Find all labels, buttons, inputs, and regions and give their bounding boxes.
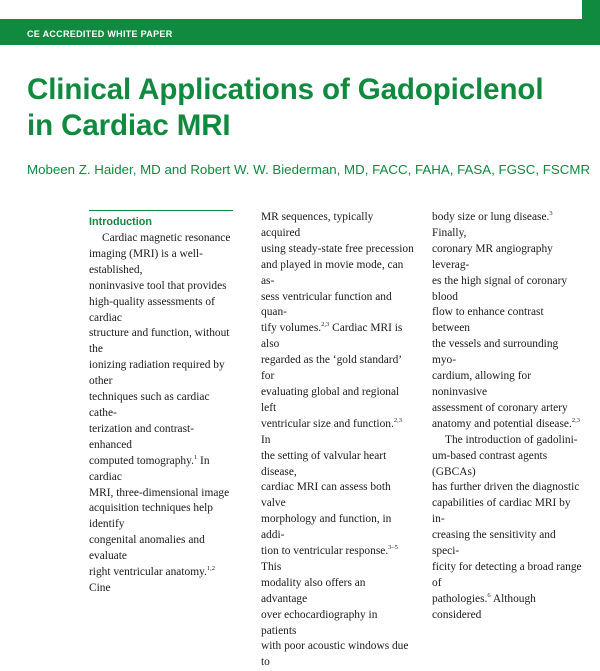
text-line: assessment of coronary artery — [432, 401, 568, 414]
text-line: high-quality assessments of cardiac — [89, 295, 215, 324]
citation-ref: 2,3 — [321, 321, 330, 329]
title-line-1: Clinical Applications of Gadopiclenol — [27, 73, 544, 106]
citation-ref: 3 — [549, 210, 553, 218]
text-line: Cardiac magnetic resonance — [102, 232, 231, 244]
text-fragment: Although considered — [432, 592, 536, 621]
text-line: sess ventricular function and quan- — [261, 290, 392, 319]
page-title — [27, 72, 587, 144]
title-line-2: in Cardiac MRI — [27, 109, 231, 142]
text-line: capabilities of cardiac MRI by in- — [432, 497, 571, 526]
paragraph — [89, 231, 233, 597]
text-line: es the high signal of coronary blood — [432, 274, 568, 303]
text-line: um-based contrast agents (GBCAs) — [432, 449, 548, 478]
text-line: with poor acoustic windows due to — [261, 640, 409, 669]
text-line: computed tomography. — [89, 454, 194, 467]
text-line: congenital anomalies and evaluate — [89, 534, 205, 563]
text-line: evaluating global and regional left — [261, 385, 400, 414]
section-heading: Introduction — [89, 216, 152, 228]
text-line: over echocardiography in patients — [261, 608, 378, 637]
text-line: MR sequences, typically acquired — [261, 211, 374, 239]
text-line: terization and contrast-enhanced — [89, 422, 195, 451]
text-line: pathologies. — [432, 592, 488, 605]
text-line: ficity for detecting a broad range of — [432, 560, 582, 589]
text-line: right ventricular anatomy. — [89, 566, 207, 579]
text-line: tify volumes. — [261, 322, 322, 335]
text-fragment: body size or lung disease. — [432, 211, 550, 223]
citation-ref: 2,3 — [393, 416, 402, 424]
text-fragment: This — [261, 560, 282, 573]
banner-label: CE ACCREDITED WHITE PAPER — [27, 29, 173, 39]
text-line: the vessels and surrounding myo- — [432, 338, 559, 367]
citation-ref: 3–5 — [388, 544, 398, 552]
text-line: has further driven the diagnostic — [432, 481, 580, 494]
text-line: the setting of valvular heart disease, — [261, 449, 387, 478]
text-line: morphology and function, in addi- — [261, 513, 392, 542]
text-line: regarded as the ‘gold standard’ for — [261, 354, 402, 383]
text-line: MRI, three-dimensional image — [89, 486, 230, 499]
text-fragment: Cardiac MRI is also — [261, 322, 403, 351]
author-byline: Mobeen Z. Haider, MD and Robert W. W. Biederman, MD, FACC, FAHA, FASA, FGSC, FSCMR — [27, 162, 591, 177]
text-line: imaging (MRI) is a well-established, — [89, 247, 203, 276]
text-fragment: In — [261, 433, 271, 446]
text-line: ventricular size and function. — [261, 417, 394, 430]
text-line: cardiac MRI can assess both valve — [261, 481, 391, 510]
text-line: modality also offers an advantage — [261, 576, 366, 605]
text-fragment: In cardiac — [89, 454, 210, 483]
citation-ref: 1 — [193, 453, 198, 461]
paragraph — [432, 210, 584, 433]
text-line: techniques such as cardiac cathe- — [89, 391, 210, 419]
citation-ref: 1,2 — [206, 565, 215, 573]
article-column-1 — [89, 210, 233, 597]
text-line: creasing the sensitivity and speci- — [432, 529, 556, 558]
text-fragment: Cine — [89, 581, 111, 594]
text-line: using steady-state free precession — [261, 242, 414, 255]
article-column-2 — [261, 210, 414, 671]
article-column-3 — [432, 210, 584, 624]
text-line: anatomy and potential disease. — [432, 417, 572, 430]
text-line: tion to ventricular response. — [261, 545, 389, 558]
section-rule — [89, 210, 233, 211]
text-line: and played in movie mode, can as- — [261, 258, 404, 287]
citation-ref: 2,3 — [571, 416, 580, 424]
text-line: The introduction of gadolini- — [445, 433, 578, 446]
text-line: ionizing radiation required by other — [89, 359, 225, 388]
paragraph — [261, 210, 414, 671]
header-banner — [0, 0, 600, 45]
text-line: acquisition techniques help identify — [89, 502, 214, 531]
text-line: cardium, allowing for noninvasive — [432, 370, 532, 398]
text-line: noninvasive tool that provides — [89, 279, 227, 292]
text-line: structure and function, without the — [89, 327, 230, 356]
text-line: flow to enhance contrast between — [432, 306, 544, 335]
text-fragment: Finally, — [432, 226, 467, 239]
paragraph — [432, 433, 584, 624]
citation-ref: 6 — [487, 591, 491, 599]
text-line: coronary MR angiography leverag- — [432, 242, 553, 271]
